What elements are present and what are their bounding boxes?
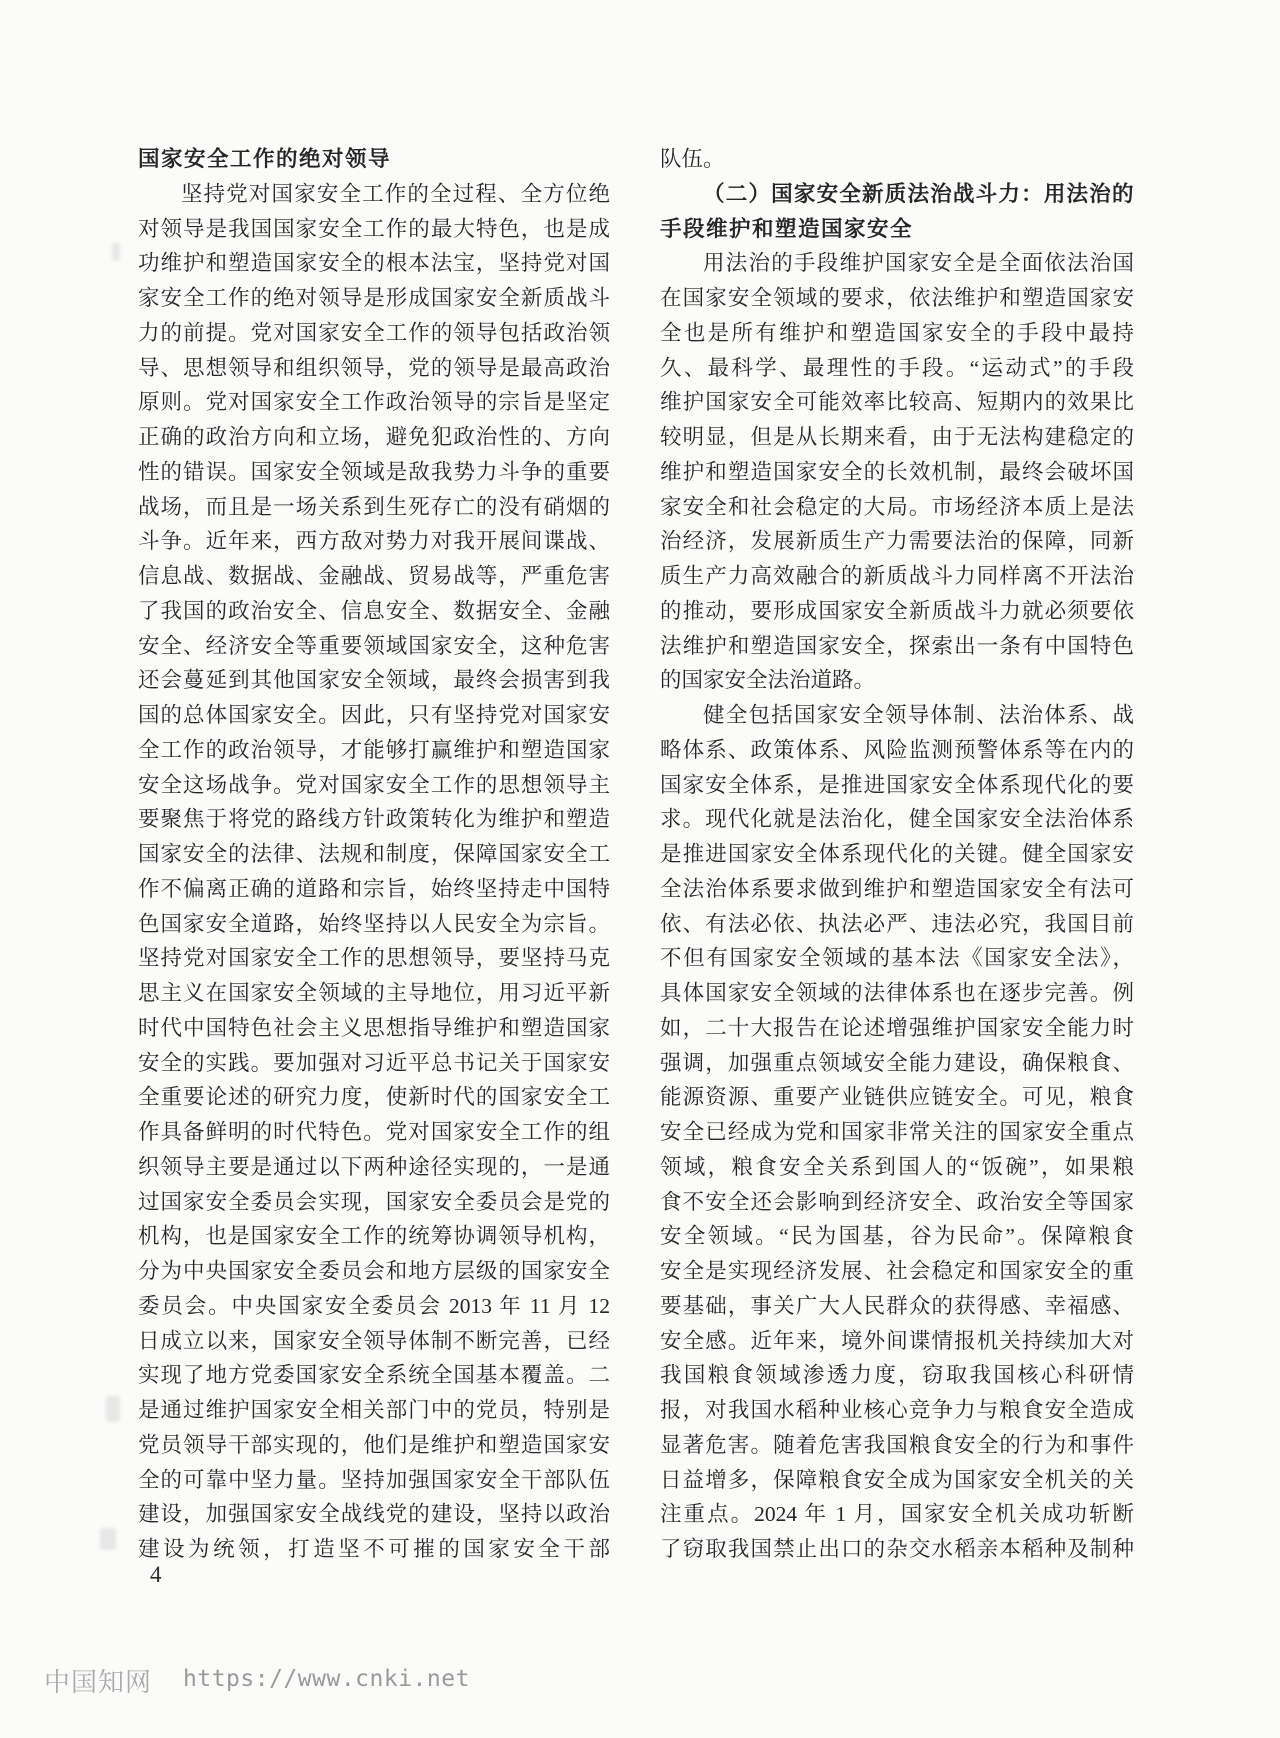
- text-line: 在国家安全领域的要求，依法维护和塑造国家安: [660, 286, 1134, 310]
- text-line: 不但有国家安全领域的基本法《国家安全法》，: [660, 946, 1134, 971]
- text-line: 安全这场战争。党对国家安全工作的思想领导主: [138, 772, 610, 797]
- text-line: 日成立以来，国家安全领导体制不断完善，已经: [138, 1328, 610, 1353]
- text-line: 安全的实践。要加强对习近平总书记关于国家安: [138, 1050, 610, 1075]
- text-line: 家安全和社会稳定的大局。市场经济本质上是法: [660, 494, 1134, 519]
- text-line: 思主义在国家安全领域的主导地位，用习近平新: [138, 981, 610, 1005]
- text-line: 时代中国特色社会主义思想指导维护和塑造国家: [138, 1015, 610, 1040]
- text-line: 原则。党对国家安全工作政治领导的宗旨是坚定: [138, 390, 610, 415]
- text-line: 具体国家安全领域的法律体系也在逐步完善。例: [660, 981, 1134, 1005]
- scan-artifact: [112, 243, 120, 261]
- text-line: 用法治的手段维护国家安全是全面依法治国: [703, 251, 1134, 276]
- text-line: 安全已经成为党和国家非常关注的国家安全重点: [660, 1120, 1134, 1144]
- text-line: 正确的政治方向和立场，避免犯政治性的、方向: [138, 425, 610, 449]
- text-line: 了我国的政治安全、信息安全、数据安全、金融: [138, 598, 610, 623]
- text-line: 强调，加强重点领域安全能力建设，确保粮食、: [660, 1050, 1134, 1075]
- text-line: 我国粮食领域渗透力度，窃取我国核心科研情: [660, 1363, 1134, 1388]
- text-line: 国家安全体系，是推进国家安全体系现代化的要: [660, 772, 1134, 797]
- text-line: 久、最科学、最理性的手段。“运动式”的手段: [660, 355, 1134, 380]
- text-line: 信息战、数据战、金融战、贸易战等，严重危害: [138, 564, 610, 588]
- section-heading-line: （二）国家安全新质法治战斗力：用法治的: [703, 181, 1134, 206]
- text-line: 坚持党对国家安全工作的全过程、全方位绝: [181, 181, 610, 206]
- text-line: 色国家安全道路，始终坚持以人民安全为宗旨。: [138, 911, 610, 936]
- text-line: 要基础，事关广大人民群众的获得感、幸福感、: [660, 1293, 1134, 1318]
- text-line: 性的错误。国家安全领域是敌我势力斗争的重要: [138, 459, 610, 484]
- text-line: 了窃取我国禁止出口的杂交水稻亲本稻种及制种: [660, 1537, 1134, 1561]
- text-line: 要聚焦于将党的路线方针政策转化为维护和塑造: [138, 807, 610, 832]
- text-line: 实现了地方党委国家安全系统全国基本覆盖。二: [138, 1363, 610, 1388]
- text-line: 依、有法必依、执法必严、违法必究，我国目前: [660, 911, 1134, 936]
- text-line: 国的总体国家安全。因此，只有坚持党对国家安: [138, 703, 610, 727]
- text-line: 斗争。近年来，西方敌对势力对我开展间谍战、: [138, 529, 610, 554]
- text-line: 的国家安全法治道路。: [660, 668, 876, 693]
- text-line: 如，二十大报告在论述增强维护国家安全能力时: [660, 1015, 1134, 1040]
- text-line: 全也是所有维护和塑造国家安全的手段中最持: [660, 320, 1134, 345]
- text-line: 力的前提。党对国家安全工作的领导包括政治领: [138, 320, 610, 345]
- text-line: 注重点。2024 年 1 月，国家安全机关成功斩断: [660, 1502, 1134, 1527]
- cnki-watermark-text: 中国知网: [44, 1668, 153, 1697]
- text-line: 安全感。近年来，境外间谍情报机关持续加大对: [660, 1328, 1134, 1353]
- text-line: 报，对我国水稻种业核心竞争力与粮食安全造成: [660, 1398, 1134, 1422]
- text-line: 的推动，要形成国家安全新质战斗力就必须要依: [660, 598, 1134, 623]
- text-line: 家安全工作的绝对领导是形成国家安全新质战斗: [138, 286, 610, 310]
- text-line: 作不偏离正确的道路和宗旨，始终坚持走中国特: [138, 876, 610, 901]
- text-line: 还会蔓延到其他国家安全领域，最终会损害到我: [138, 668, 610, 693]
- text-line: 功维护和塑造国家安全的根本法宝，坚持党对国: [138, 251, 610, 276]
- text-line: 是推进国家安全体系现代化的关键。健全国家安: [660, 842, 1134, 866]
- footer-url: https://www.cnki.net: [183, 1666, 470, 1692]
- text-line: 求。现代化就是法治化，健全国家安全法治体系: [660, 807, 1134, 832]
- text-line: 队伍。: [660, 147, 725, 171]
- text-line: 健全包括国家安全领导体制、法治体系、战: [703, 703, 1134, 727]
- left-text-column: [138, 142, 610, 1567]
- footer: [0, 1660, 1280, 1706]
- text-line: 质生产力高效融合的新质战斗力同样离不开法治: [660, 564, 1134, 588]
- page-number: 4: [150, 1562, 162, 1587]
- text-line: 建设，加强国家安全战线党的建设，坚持以政治: [138, 1502, 610, 1527]
- text-line: 是通过维护国家安全相关部门中的党员，特别是: [138, 1398, 610, 1422]
- right-text-column: [660, 142, 1134, 1567]
- scan-artifact: [106, 1396, 120, 1422]
- scan-artifact: [100, 1528, 116, 1550]
- text-line: 安全、经济安全等重要领域国家安全，这种危害: [138, 633, 610, 658]
- text-line: 全法治体系要求做到维护和塑造国家安全有法可: [660, 876, 1134, 901]
- text-line: 坚持党对国家安全工作的思想领导，要坚持马克: [138, 946, 610, 971]
- text-line: 维护国家安全可能效率比较高、短期内的效果比: [660, 390, 1134, 415]
- text-line: 机构，也是国家安全工作的统筹协调领导机构，: [138, 1224, 610, 1249]
- text-line: 略体系、政策体系、风险监测预警体系等在内的: [660, 737, 1134, 762]
- text-line: 食不安全还会影响到经济安全、政治安全等国家: [660, 1189, 1134, 1214]
- text-line: 织领导主要是通过以下两种途径实现的，一是通: [138, 1154, 610, 1179]
- text-line: 日益增多，保障粮食安全成为国家安全机关的关: [660, 1467, 1134, 1492]
- text-line: 维护和塑造国家安全的长效机制，最终会破坏国: [660, 459, 1134, 484]
- text-line: 导、思想领导和组织领导，党的领导是最高政治: [138, 355, 610, 380]
- text-line: 治经济，发展新质生产力需要法治的保障，同新: [660, 529, 1134, 554]
- text-line: 国家安全的法律、法规和制度，保障国家安全工: [138, 842, 610, 866]
- text-line: 过国家安全委员会实现，国家安全委员会是党的: [138, 1189, 610, 1214]
- text-line: 委员会。中央国家安全委员会 2013 年 11 月 12: [138, 1293, 610, 1318]
- text-line: 作具备鲜明的时代特色。党对国家安全工作的组: [138, 1120, 610, 1144]
- text-line: 党员领导干部实现的，他们是维护和塑造国家安: [138, 1432, 610, 1457]
- text-line: 领域，粮食安全关系到国人的“饭碗”，如果粮: [660, 1154, 1134, 1179]
- text-line: 全工作的政治领导，才能够打赢维护和塑造国家: [138, 737, 610, 762]
- text-line: 全的可靠中坚力量。坚持加强国家安全干部队伍: [138, 1467, 610, 1492]
- text-line: 能源资源、重要产业链供应链安全。可见，粮食: [660, 1085, 1134, 1110]
- text-line: 较明显，但是从长期来看，由于无法构建稳定的: [660, 425, 1134, 449]
- text-line: 全重要论述的研究力度，使新时代的国家安全工: [138, 1085, 610, 1110]
- text-line: 显著危害。随着危害我国粮食安全的行为和事件: [660, 1432, 1134, 1457]
- text-line: 建设为统领，打造坚不可摧的国家安全干部: [138, 1537, 610, 1561]
- text-line: 对领导是我国国家安全工作的最大特色，也是成: [138, 216, 610, 241]
- section-heading-line: 国家安全工作的绝对领导: [138, 147, 392, 171]
- text-line: 法维护和塑造国家安全，探索出一条有中国特色: [660, 633, 1134, 658]
- text-line: 安全领域。“民为国基，谷为民命”。保障粮食: [660, 1224, 1134, 1249]
- text-line: 安全是实现经济发展、社会稳定和国家安全的重: [660, 1259, 1134, 1283]
- text-line: 战场，而且是一场关系到生死存亡的没有硝烟的: [138, 494, 610, 519]
- section-heading-line: 手段维护和塑造国家安全: [660, 216, 914, 241]
- text-line: 分为中央国家安全委员会和地方层级的国家安全: [138, 1259, 610, 1283]
